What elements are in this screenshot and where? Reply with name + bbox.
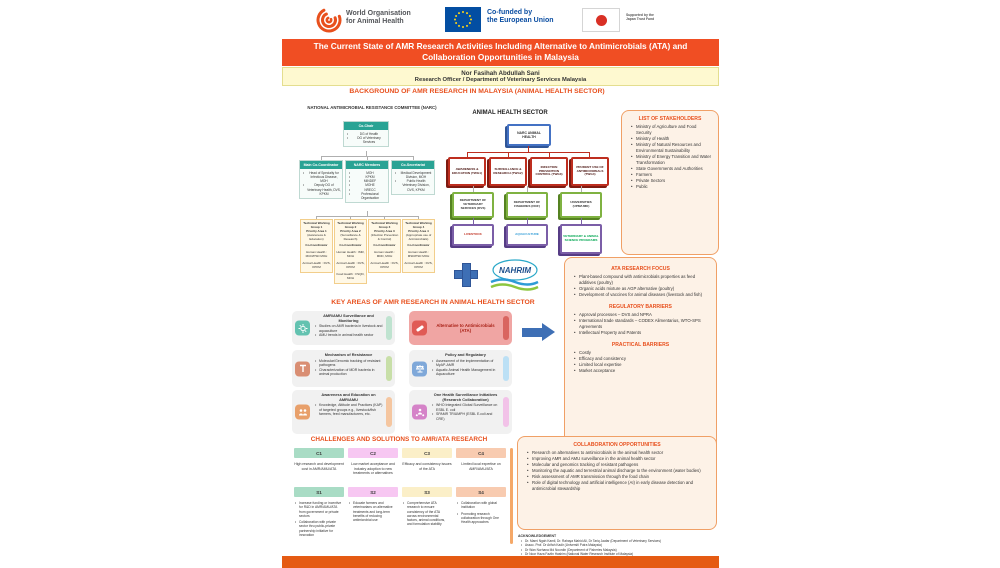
solution-s4-header <box>456 487 506 497</box>
japan-line2: Japan Trust Fund <box>626 17 655 22</box>
challenges-heading: CHALLENGES AND SOLUTIONS TO AMR/ATA RESEARCH <box>310 436 488 443</box>
animal-universities-box: UNIVERSITIES (UPM/UMK) <box>560 192 602 218</box>
key-area-title: Awareness and Education on AMR/AMU <box>321 392 376 402</box>
practical-bullet: • Market acceptance <box>579 368 710 374</box>
japan-flag-icon <box>582 8 620 32</box>
eu-flag-icon <box>445 7 481 32</box>
s4-label: S4 <box>478 489 484 495</box>
challenge-c4-header <box>456 448 506 458</box>
animal-aquaculture-box: AQUACULTURE <box>506 224 548 246</box>
solution-s2-header <box>348 487 398 497</box>
challenge-c1-header <box>294 448 344 458</box>
woah-logo-icon <box>315 6 343 34</box>
narc-chart-title: NATIONAL ANTIMICROBIAL RESISTANCE COMMITTEE (NARC) <box>307 105 437 110</box>
challenge-c3-text: Efficacy and consistency issues of the ATA <box>402 462 452 471</box>
challenge-c3-header <box>402 448 452 458</box>
woah-line1: World Organisation <box>346 10 411 17</box>
twg-area: Priority Area 2 <box>340 228 361 233</box>
twg-coord-title: Co-Coordinator <box>373 243 396 248</box>
key-area-bullet: • Knowledge, Attitude and Practices (KAP) of targeted groups e.g., livestock/fish farmers, feed manufacturers, etc. <box>319 403 383 417</box>
challenge-c1-text: High research and development cost in AMR/AMU/ATA <box>294 462 344 471</box>
key-area-bullet: • Aquatic Animal Health Management in Aquaculture <box>436 368 500 377</box>
twg-focus: (Awareness & Education) <box>307 232 326 241</box>
practical-bullet: • Efficacy and consistency <box>579 356 710 362</box>
s1-label: S1 <box>316 489 322 495</box>
stakeholders-panel <box>621 110 719 255</box>
narc-cochair-box <box>343 121 389 147</box>
twg-focus: (Surveillance & Research) <box>340 232 361 241</box>
twg-coord: Animal Health : DVS, KPKM <box>336 261 365 270</box>
narc-col-bullet: • Professional Organisation <box>353 192 387 200</box>
section-divider <box>510 448 513 544</box>
acknowledgment-line: • Dr Wan Norhana Md Noordin (Department of Fisheries Malaysia) <box>525 548 718 552</box>
solution-s3-header <box>402 487 452 497</box>
nahrim-label: NAHRIM <box>499 266 531 275</box>
regulatory-bullet: • Intellectual Property and Patents <box>579 330 710 336</box>
key-area-card-surveillance <box>292 311 395 345</box>
author-bar <box>282 67 719 86</box>
challenge-c4-text: Limited local expertise on AMR/AMU/ATA <box>461 462 501 471</box>
key-area-bullet: • Characterization of MDR bacteria in animal production <box>319 368 383 377</box>
animal-twg1-box: AWARENESS & EDUCATION (TWG1) <box>448 157 486 186</box>
regulatory-bullet: • Approval processes – DVS and NPRA <box>579 312 710 318</box>
twg-box-4 <box>402 219 435 273</box>
key-area-bullet: • Studies on AMR bacteria in livestock and aquaculture <box>319 324 383 333</box>
key-area-bullet: • Molecular/Genomic tracking of resistant pathogens <box>319 359 383 368</box>
key-area-card-mechanism <box>292 350 395 387</box>
narc-col-bullet: • MOH <box>353 171 387 175</box>
regulatory-heading: REGULATORY BARRIERS <box>609 304 672 311</box>
key-area-bullet: • Assessment of the implementation of MyAP-AMR <box>436 359 500 368</box>
collaboration-bullet: • Research on alternatives to antimicrobials in the animal health sector <box>532 450 710 456</box>
twg-box-2 <box>334 219 367 284</box>
twg-coord-title: Co-Coordinator <box>305 243 328 248</box>
animal-dof-box: DEPARTMENT OF FISHERIES (DOF) <box>506 192 548 218</box>
collaboration-heading: COLLABORATION OPPORTUNITIES <box>573 442 661 448</box>
twg-box-3 <box>368 219 401 273</box>
eu-line2: the European Union <box>487 17 554 25</box>
c4-label: C4 <box>478 450 484 456</box>
eu-line1: Co-funded by <box>487 9 533 16</box>
narc-col-bullet: • NRECC <box>353 188 387 192</box>
key-area-card-ata <box>409 311 512 345</box>
twg-coord-title: Co-Coordinator <box>407 243 430 248</box>
twg-coord: Human Health : MDD, MOH <box>374 250 395 259</box>
animal-twg4-box: PRUDENT USE OF ANTIMICROBIALS (TWG4) <box>571 157 609 186</box>
stakeholder-item: • Private Sectors <box>636 178 712 184</box>
collaboration-bullet: • Risk assessment of AMR transmission through the food chain <box>532 474 710 480</box>
stakeholder-item: • Ministry of Health <box>636 136 712 142</box>
narc-col-header: NARC Members <box>346 161 388 169</box>
practical-heading: PRACTICAL BARRIERS <box>611 342 670 349</box>
solution-bullet: • Increase funding or incentive for R&D in AMR/AMU/ATA from government or private sectors <box>299 501 342 518</box>
twg-coord: Animal Health : DVS, KPKM <box>302 261 331 270</box>
stakeholder-item: • Ministry of Natural Resources and Environmental Sustainability <box>636 142 712 154</box>
narc-col-header: Co-Secretariat <box>392 161 434 169</box>
ata-focus-bullet: • Organic acids mixture as AGP alternative (poultry) <box>579 286 710 292</box>
solution-bullet: • Promoting research collaboration through One Health approaches <box>461 512 504 525</box>
stakeholder-item: • Ministry of Energy Transition and Water Transformation <box>636 154 712 166</box>
twg-focus: (Infection Prevention & Control) <box>370 232 399 241</box>
twg-coord: Human Health : MCD/PSD MOH <box>305 250 328 259</box>
animal-livestock-box: LIVESTOCK <box>452 224 494 246</box>
key-area-bullet: • SPAMR TRIUMPH (ESBL E.coli and CRE) <box>436 412 500 421</box>
collaboration-bullet: • Role of digital technology and artificial intelligence (AI) in early disease detection and antimicrobial stewardship <box>532 480 710 492</box>
twg-area: Priority Area 4 <box>408 228 429 233</box>
twg-focus: (Appropriate use of Antimicrobials) <box>405 232 432 241</box>
s2-label: S2 <box>370 489 376 495</box>
narc-cochair-bullet: • DG of Health <box>351 132 387 136</box>
poster-title: The Current State of AMR Research Activities Including Alternative to Antimicrobials (ATA) and Collaboration Opportunities in Malaysia <box>282 39 719 66</box>
narc-col-bullet: • Deputy DG of Veterinary Health, DVS, KPKM <box>307 183 341 195</box>
woah-line2: for Animal Health <box>346 18 404 26</box>
acknowledgment <box>518 534 718 556</box>
poster <box>282 0 719 568</box>
narc-column-members <box>345 160 389 203</box>
nahrim-logo <box>486 258 540 292</box>
narc-col-bullet: • Public Health Veterinary Division, DVS, KPKM <box>399 179 433 191</box>
narc-animal-health-box: NARC ANIMAL HEALTH <box>507 124 551 146</box>
collaboration-bullet: • Molecular and genomics tracking of resistant pathogens <box>532 462 710 468</box>
twg-coord-title: Co-Coordinator <box>339 243 362 248</box>
animal-chart-title: ANIMAL HEALTH SECTOR <box>472 110 548 116</box>
narc-col-bullet: • Medical Development Division, MOH <box>399 171 433 179</box>
acknowledgment-line: • Dr. Marni Ngah Kamil, Dr. Rahaya Mahid Ali, Dr Tariq Jaafar (Department of Veterinary Services) <box>525 539 718 543</box>
author-name: Nor Fasihah Abdullah Sani <box>461 69 540 77</box>
c3-label: C3 <box>424 450 430 456</box>
eu-logo-text <box>487 9 554 26</box>
c2-label: C2 <box>370 450 376 456</box>
challenge-c2-header <box>348 448 398 458</box>
japan-line1: Supported by the <box>626 13 654 17</box>
collaboration-bullet: • Improving AMR and AMU surveillance in the animal health sector <box>532 456 710 462</box>
twg-coord: Food Health : FSQD, MOH <box>336 271 365 280</box>
japan-caption <box>626 13 686 22</box>
bacteria-icon <box>295 321 310 336</box>
twg-group: Technical Working Group 1 <box>303 221 330 229</box>
narc-column-main-cocoordinator <box>299 160 343 199</box>
solution-bullet: • Collaboration with private sector thru public-private partnership initiative for innovation <box>299 520 342 537</box>
animal-twg3-box: INFECTION PREVENTION CONTROL (TWG3) <box>530 157 568 186</box>
animal-vet-science-box: VETERINARY & ANIMAL SCIENCE PROGRAMS <box>560 224 602 254</box>
key-area-card-policy <box>409 350 512 387</box>
ata-focus-bullet: • Development of vaccines for animal diseases (livestock and fish) <box>579 292 710 298</box>
ata-focus-heading: ATA RESEARCH FOCUS <box>611 266 670 272</box>
twg-coord: Animal Health : DVS, KPKM <box>404 261 433 270</box>
stakeholder-item: • State Governments and Authorities <box>636 166 712 172</box>
acknowledgment-heading: ACKNOWLEDGEMENT <box>518 534 557 538</box>
people-icon <box>295 405 310 420</box>
practical-bullet: • Costly <box>579 350 710 356</box>
solution-bullet: • Educate farmers and veterinarians on alternative treatments and long-term benefits of reducing antimicrobial use <box>353 501 396 522</box>
twg-coord: Human Health : MSD/PSD MOH <box>407 250 430 259</box>
collaboration-icon <box>412 405 427 420</box>
pill-icon <box>412 321 427 336</box>
twg-coord: Animal Health : DVS, KPKM <box>370 261 399 270</box>
twg-group: Technical Working Group 3 <box>371 221 398 229</box>
key-area-title: Policy and Regulatory <box>445 352 486 357</box>
practical-bullet: • Limited local expertise <box>579 362 710 368</box>
twg-group: Technical Working Group 2 <box>337 221 364 229</box>
regulatory-bullet: • International trade standards – CODEX Alimentarius, WTO-SPS Agreements <box>579 318 710 330</box>
animal-dvs-box: DEPARTMENT OF VETERINARY SERVICES (DVS) <box>452 192 494 218</box>
stakeholders-heading: LIST OF STAKEHOLDERS <box>638 116 702 122</box>
stakeholder-item: • Public <box>636 184 712 190</box>
key-area-title: AMR/AMU Surveillance and Monitoring <box>323 313 374 323</box>
narc-column-cosecretariat <box>391 160 435 195</box>
animal-twg2-box: SURVEILLANCE & RESEARCH (TWG2) <box>489 157 527 186</box>
twg-area: Priority Area 1 <box>306 228 327 233</box>
narc-col-bullet: • MINDEF <box>353 179 387 183</box>
solution-bullet: • Collaboration with global institution <box>461 501 504 510</box>
narc-col-bullet: • Head of Specialty for Infectious Disease, MOH <box>307 171 341 183</box>
key-area-card-awareness <box>292 390 395 434</box>
footer-bar <box>282 556 719 568</box>
ata-focus-bullet: • Plant-based compound with antimicrobials properties as feed additives (poultry) <box>579 274 710 286</box>
key-areas-heading: KEY AREAS OF AMR RESEARCH IN ANIMAL HEALTH SECTOR <box>331 299 535 306</box>
twg-area: Priority Area 3 <box>374 228 395 233</box>
ata-panel <box>564 257 717 454</box>
key-area-card-onehealth <box>409 390 512 434</box>
right-arrow-icon <box>522 323 556 342</box>
acknowledgment-line: • Assoc. Prof. Dr Arifah Kadir (Universiti Putra Malaysia) <box>525 543 718 547</box>
challenge-c2-text: Low market acceptance and industry adoption to new treatments or alternatives <box>351 462 395 476</box>
resistance-icon <box>295 361 310 376</box>
key-area-bullet: • AMU trends in animal health sector <box>319 333 383 338</box>
key-area-bullet: • WHO Integrated Global Surveillance on ESBL E. coli <box>436 403 500 412</box>
twg-group: Technical Working Group 4 <box>405 221 432 229</box>
stakeholder-item: • Ministry of Agriculture and Food Security <box>636 124 712 136</box>
stakeholder-item: • Farmers <box>636 172 712 178</box>
solution-s1-header <box>294 487 344 497</box>
narc-col-bullet: • MOHE <box>353 183 387 187</box>
collaboration-bullet: • Monitoring the aquatic and terrestrial animal discharge to the environment (water bodies) <box>532 468 710 474</box>
twg-coord: Human Health : IMR, MOH <box>336 250 365 259</box>
acknowledgment-line: • Dr Noor Haza Fazlin Hashim (National Water Research Institute of Malaysia) <box>525 552 718 556</box>
woah-logo-text <box>346 10 411 26</box>
narc-col-header: Main Co-Coordinator <box>300 161 342 169</box>
collaboration-panel <box>517 436 717 530</box>
background-section-heading: BACKGROUND OF AMR RESEARCH IN MALAYSIA (ANIMAL HEALTH SECTOR) <box>349 88 605 95</box>
narc-cochair-bullet: • DG of Veterinary Services <box>351 136 387 144</box>
narc-col-bullet: • KPKM <box>353 175 387 179</box>
author-role: Research Officer / Department of Veterinary Services Malaysia <box>414 76 587 83</box>
narc-cochair-header: Co-Chair <box>344 122 388 130</box>
twg-box-1 <box>300 219 333 273</box>
solution-bullet: • Comprehensive ATA research to ensure consistency of the ATA across environmental factors, animal conditions, and formulation stability <box>407 501 450 527</box>
s3-label: S3 <box>424 489 430 495</box>
key-area-title: Alternative to Antimicrobials (ATA) <box>436 322 495 333</box>
scales-icon <box>412 361 427 376</box>
key-area-title: One Health Surveillance Initiatives (Research Collaboration) <box>433 392 498 402</box>
key-area-title: Mechanism of Resistance <box>324 352 373 357</box>
c1-label: C1 <box>316 450 322 456</box>
